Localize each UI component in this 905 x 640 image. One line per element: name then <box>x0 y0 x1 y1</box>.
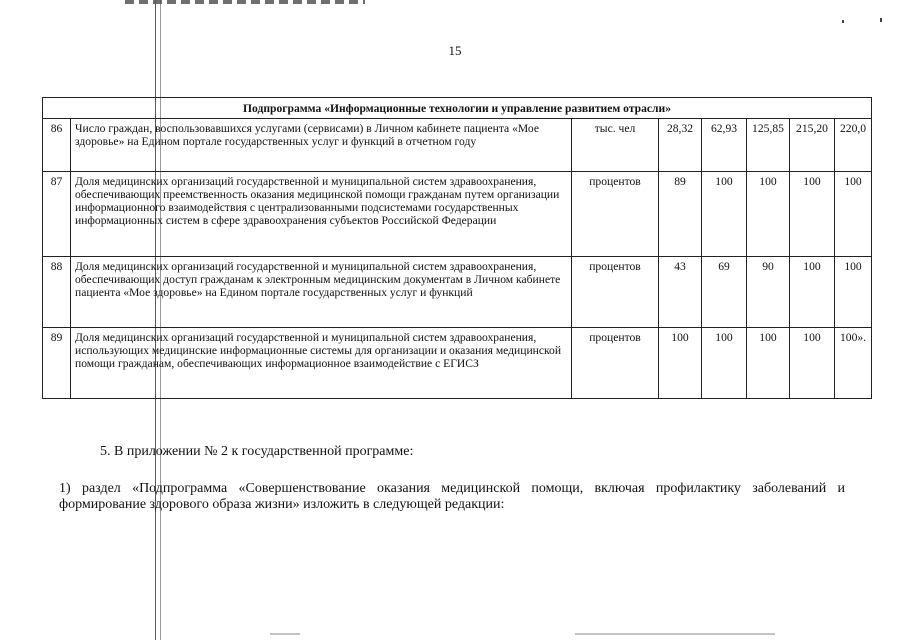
value-cell: 100». <box>835 328 872 399</box>
value-cell: 220,0 <box>835 119 872 172</box>
row-number: 89 <box>43 328 71 399</box>
indicator-description: Число граждан, воспользовавшихся услугами (сервисами) в Личном кабинете пациента «Мое здоровье» на Едином портале государственных услуг и функций в отчетном году <box>71 119 572 172</box>
indicator-description: Доля медицинских организаций государственной и муниципальной систем здравоохранения, использующих медицинские информационные системы для организации и оказания медицинской помощи гражданам, обеспечивающих информационное взаимодействие с ЕГИСЗ <box>71 328 572 399</box>
table-row <box>43 257 872 328</box>
value-cell: 89 <box>659 172 702 257</box>
value-cell: 100 <box>702 172 747 257</box>
value-cell: 100 <box>747 172 790 257</box>
paragraph-item-5-1: 1) раздел «Подпрограмма «Совершенствование оказания медицинской помощи, включая профилактику заболеваний и формирование здорового образа жизни» изложить в следующей редакции: <box>59 481 845 512</box>
indicator-description: Доля медицинских организаций государственной и муниципальной систем здравоохранения, обеспечивающих преемственность оказания медицинской помощи гражданам путем организации информационного взаимодействия с централизованными подсистемами государственных информационных систем в сфере здравоохранения субъектов Российской Федерации <box>71 172 572 257</box>
value-cell: 90 <box>747 257 790 328</box>
subprogram-title: Подпрограмма «Информационные технологии и управление развитием отрасли» <box>43 98 872 119</box>
unit-cell: процентов <box>572 328 659 399</box>
scan-artifact-top <box>125 0 365 4</box>
row-number: 86 <box>43 119 71 172</box>
value-cell: 28,32 <box>659 119 702 172</box>
unit-cell: процентов <box>572 257 659 328</box>
value-cell: 125,85 <box>747 119 790 172</box>
indicator-description: Доля медицинских организаций государственной и муниципальной систем здравоохранения, обеспечивающих доступ гражданам к электронным медицинским документам в Личном кабинете пациента «Мое здоровье» на Едином портале государственных услуг и функций <box>71 257 572 328</box>
row-number: 87 <box>43 172 71 257</box>
value-cell: 100 <box>702 328 747 399</box>
table-row <box>43 328 872 399</box>
value-cell: 100 <box>790 328 835 399</box>
page-number: 15 <box>448 43 462 58</box>
value-cell: 69 <box>702 257 747 328</box>
scan-speck <box>842 20 844 23</box>
scan-artifact-bottom <box>270 633 300 635</box>
scan-artifact-bottom <box>575 633 775 635</box>
unit-cell: тыс. чел <box>572 119 659 172</box>
value-cell: 100 <box>790 257 835 328</box>
value-cell: 100 <box>747 328 790 399</box>
value-cell: 100 <box>790 172 835 257</box>
paragraph-item-5: 5. В приложении № 2 к государственной программе: <box>100 444 414 459</box>
value-cell: 100 <box>835 172 872 257</box>
table-row <box>43 172 872 257</box>
unit-cell: процентов <box>572 172 659 257</box>
value-cell: 100 <box>835 257 872 328</box>
value-cell: 215,20 <box>790 119 835 172</box>
value-cell: 43 <box>659 257 702 328</box>
row-number: 88 <box>43 257 71 328</box>
table-row <box>43 119 872 172</box>
scan-speck <box>880 18 882 22</box>
value-cell: 100 <box>659 328 702 399</box>
indicators-table <box>42 97 872 399</box>
value-cell: 62,93 <box>702 119 747 172</box>
